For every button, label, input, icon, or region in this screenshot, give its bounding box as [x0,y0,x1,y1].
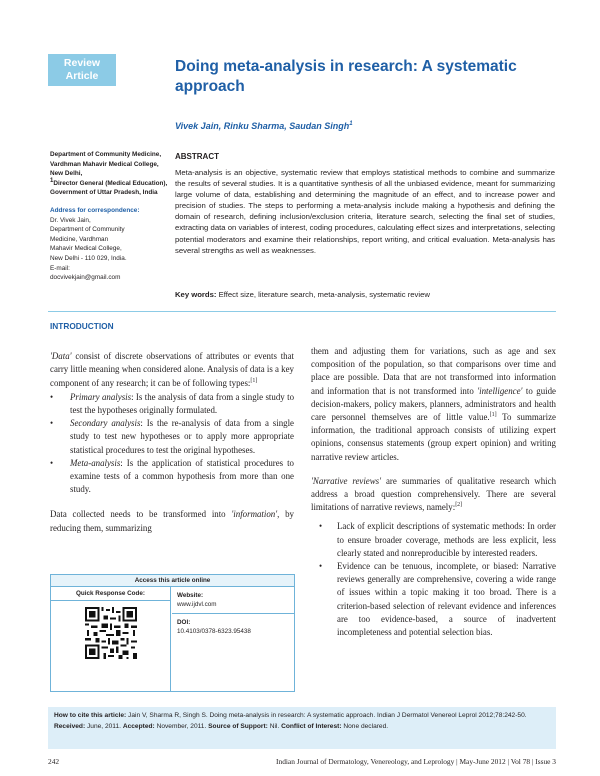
intro-r1-b: to guide decision-makers, policy makers, planners, administrators and health care personnel themselves are of little value. [311,385,556,423]
corr-email[interactable]: docvivekjain@gmail.com [50,274,121,282]
citation-ref: [2] [455,502,463,509]
list-item-text: Evidence can be tenuous, incomplete, or biased: Narrative reviews generally are comprehensive, covering a wide range of issues within a topic making it too broad. There is a criterion-based selection of relevant evidence and inferences are too evidence-based, a source of inadvertent incompleteness and potential selection bias. [337,561,556,638]
list-item-term: Secondary analysis [70,418,141,429]
affiliations [50,150,168,283]
corr-line: Medicine, Vardhman [50,235,109,243]
conflict-value: None declared. [343,722,389,730]
website-link[interactable]: www.ijdvl.com [177,601,217,608]
authors-sup: 1 [349,121,353,127]
list-item-text: : Is the analysis of data from a single study to test the hypotheses originally formulated. [70,391,295,416]
accepted-label: Accepted: [122,722,155,730]
how-to-cite [54,711,550,721]
website-cell [172,587,294,613]
support-label: Source of Support: [208,722,268,730]
page-number: 242 [48,757,60,766]
intro-p1-text: consist of discrete observations of attributes or events that carry little meaning when considered alone. Analysis of data is a key component of any research; it can be of following types: [50,351,294,388]
qr-code-icon[interactable] [85,607,137,659]
list-item: • Secondary analysis: Is the re-analysis of data from a single study to test new hypotheses or to apply more appropriate statistical procedures to test the original hypotheses. [50,418,294,455]
corr-line: Dr. Vivek Jain, [50,216,91,224]
access-heading: Access this article online [51,575,294,587]
cite-label: How to cite this article: [54,712,127,719]
left-column [50,320,294,546]
affiliation-second [50,179,168,198]
intro-r2-text: are summaries of qualitative research which address a broad question comprehensively. There are several limitations of narrative reviews, namely: [311,475,557,513]
access-box [50,574,295,692]
corr-line: Department of Community [50,226,125,234]
intro-p1-em: 'Data' [50,351,72,362]
intro-heading: INTRODUCTION [50,321,114,331]
analysis-type-list [50,391,294,497]
correspondence-address [50,216,168,283]
list-item-term: Primary analysis [70,391,132,402]
list-item: • Meta-analysis: Is the application of statistical procedures to examine tests of a common hypothesis from more than one study. [50,457,294,495]
intro-paragraph-3 [311,345,556,464]
intro-paragraph-2 [50,508,294,534]
list-item-text: Lack of explicit descriptions of systematic methods: In order to ensure broader coverage, methods are less explicit, less clearly stated and nonreproducible by interested readers. [337,521,556,558]
article-type-badge: Review Article [48,54,116,86]
intro-p2-b: , by reducing them, summarizing [50,509,294,533]
right-column [311,346,556,639]
intro-paragraph-1 [50,350,294,390]
correspondence-heading: Address for correspondence: [50,206,140,214]
corr-line: E-mail: [50,264,70,272]
abstract-heading: ABSTRACT [175,152,219,161]
accepted-value: November, 2011. [156,722,207,730]
doi-cell [172,613,294,640]
journal-info: Indian Journal of Dermatology, Venereology, and Leprology | May-June 2012 | Vol 78 | Issue 3 [276,757,556,766]
list-item: • Lack of explicit descriptions of systematic methods: In order to ensure broader coverage, methods are less explicit, less clearly stated and nonreproducible by interested readers. [311,520,556,560]
section-divider [48,311,556,312]
affiliation-second-sup: 1 [50,177,54,184]
keywords [175,290,555,299]
corr-line: Mahavir Medical College, [50,245,122,253]
intro-r1-c: To summarize information, the traditional approach consists of utilizing expert opinions, consensus statements (group expert opinion) and writing narrative review articles. [311,412,556,462]
citation-ref: [1] [250,377,258,384]
authors-text: Vivek Jain, Rinku Sharma, Saudan Singh [175,121,350,131]
intro-p2-em: 'information' [231,509,278,520]
list-item-text: : Is the re-analysis of data from a single study to test new hypotheses or to apply more appropriate statistical procedures to test the original hypotheses. [70,418,294,455]
qr-label: Quick Response Code: [51,587,170,601]
narrative-limitations-list [311,520,556,639]
article-title: Doing meta-analysis in research: A systematic approach [175,58,517,95]
qr-cell [51,587,171,691]
affiliation-second-text: Director General (Medical Education), Government of Uttar Pradesh, India [50,179,168,197]
affiliation-dept: Department of Community Medicine, Vardhman Mahavir Medical College, New Delhi, [50,151,162,178]
list-item: • Primary analysis: Is the analysis of data from a single study to test the hypotheses originally formulated. [50,391,295,416]
received-value: June, 2011. [87,722,121,730]
intro-r1-em: 'intelligence' [477,385,523,396]
access-info [172,587,294,691]
cite-text: Jain V, Sharma R, Singh S. Doing meta-analysis in research: A systematic approach. Indian J Dermatol Venereol Leprol 2012;78:242-50. [128,712,527,719]
website-label: Website: [177,592,204,599]
intro-r1-a: them and adjusting them for variations, such as age and sex composition of the population, so that comparisons over time and place are possible. Data that are not transformed into information and information that is not transformed into [311,346,556,396]
intro-p2-a: Data collected needs to be transformed into [50,509,232,520]
doi-link[interactable]: 10.4103/0378-6323.95438 [177,628,251,635]
article-dates [54,722,550,732]
intro-r2-em: 'Narrative reviews' [311,475,382,486]
conflict-label: Conflict of Interest: [281,722,342,730]
keywords-text: Effect size, literature search, meta-analysis, systematic review [218,290,430,299]
abstract-body: Meta-analysis is an objective, systematic review that employs statistical methods to combine and summarize the results of several studies. It is a quantitative synthesis of all the unbiased evidence, meant for summarizing large volume of data, establishing and determining the magnitude of an effect, and to increase power and precision of studies. The steps to performing a meta-analysis include making a hypothesis and defining the domain of research, defining inclusion/exclusion criteria, literature search, selecting the final set of studies, extracting data on variables of interest, coding procedures, calculating effect sizes and interpretations, selecting potential moderators and examine their relationships, report writing, and critical evaluation. Meta-analysis has several strengths as well as weaknesses. [175,168,555,255]
keywords-label: Key words: [175,290,217,299]
doi-label: DOI: [177,619,191,626]
citation-box [48,707,556,749]
list-item-term: Meta-analysis [70,457,121,468]
list-item: • Evidence can be tenuous, incomplete, or biased: Narrative reviews generally are comprehensive, covering a wide range of issues within a topic making it too broad. There is a criterion-based selection of relevant evidence and inferences are too evidence-based, a source of inadvertent incompleteness and potential selection bias. [311,560,556,639]
corr-line: New Delhi - 110 029, India. [50,254,127,262]
received-label: Received: [54,722,86,730]
citation-ref: [1] [489,412,497,419]
support-value: Nil. [269,722,280,730]
intro-paragraph-4 [311,475,556,515]
list-item-text: : Is the application of statistical procedures to examine tests of a common hypothesis from more than one study. [70,457,294,495]
author-list [175,121,555,131]
